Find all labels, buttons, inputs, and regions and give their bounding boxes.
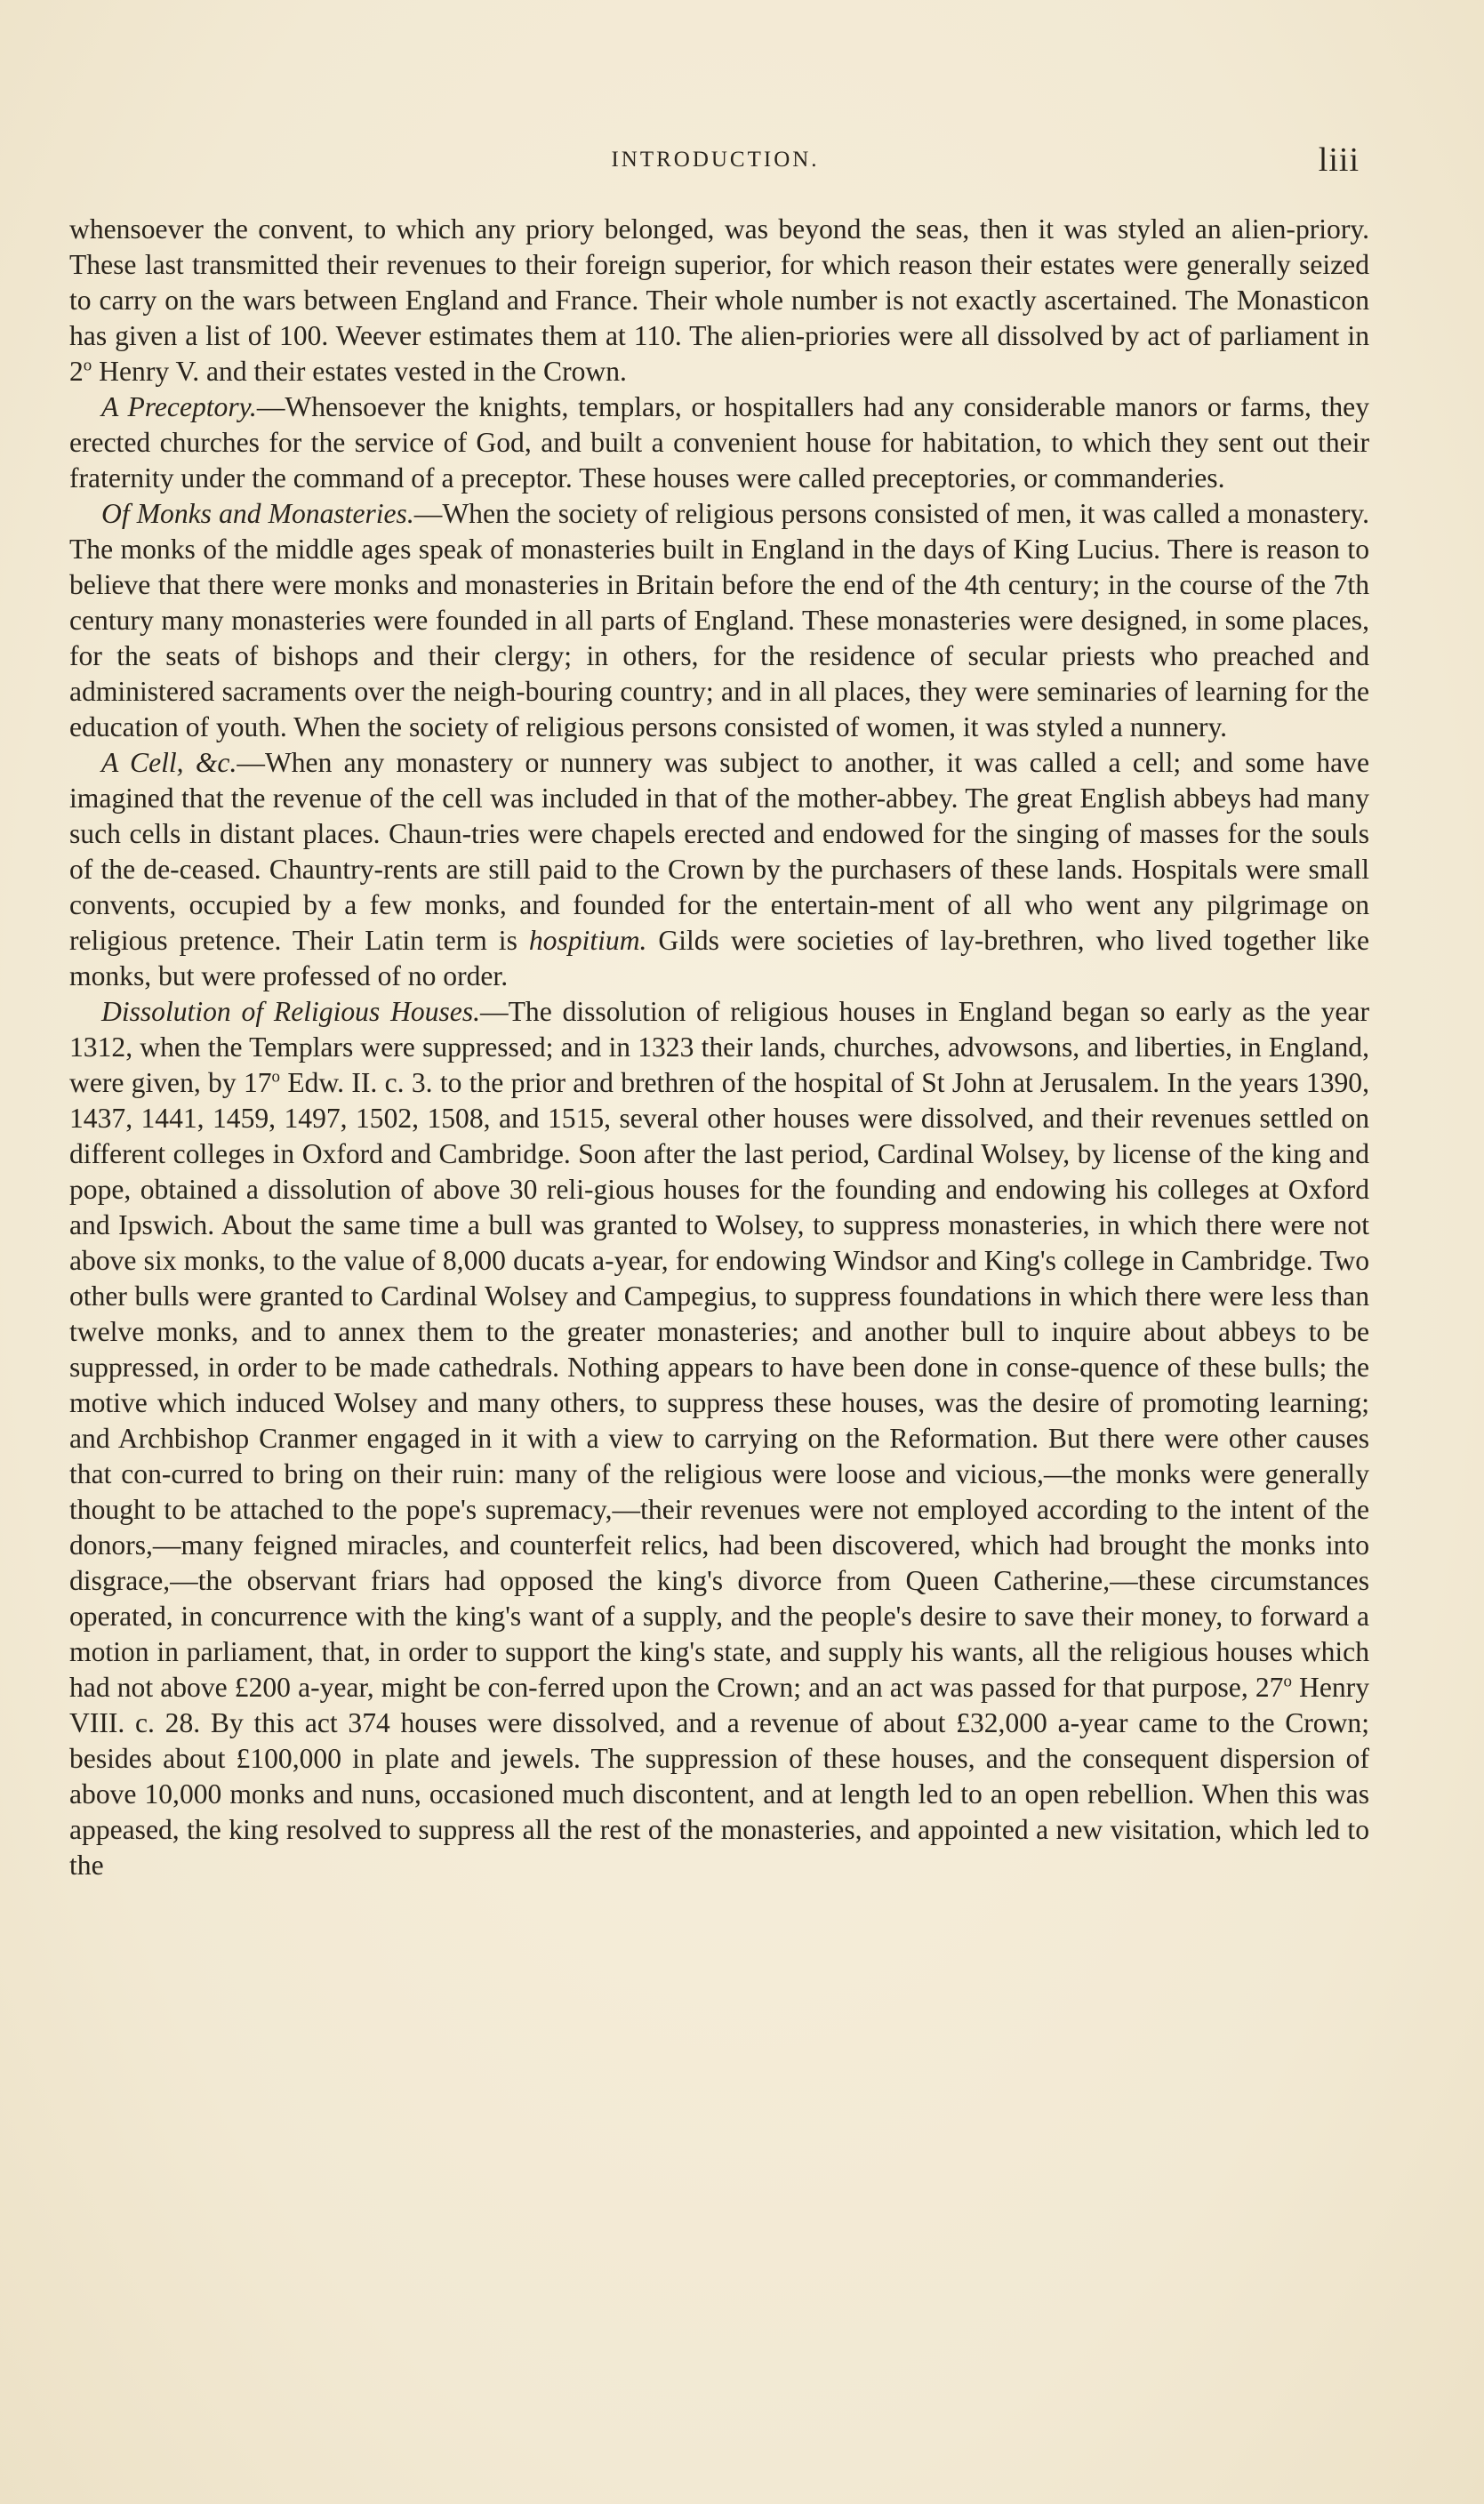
paragraph-text: whensoever the convent, to which any priory belonged, was beyond the seas, then it was styled an alien-priory. These last transmitted their revenues to their foreign superior, for which reason their estates were generally seized to carry on the wars between England and France. Their whole number is not exactly ascertained. The Monasticon has given a list of 100. Weever estimates them at 110. The alien-priories were all dissolved by act of parliament in 2 <box>69 213 1369 387</box>
paragraph-text: —When the society of religious persons consisted of men, it was called a monastery. The monks of the middle ages speak of monasteries built in England in the days of King Lucius. There is reason to believe that there were monks and monasteries in Britain before the end of the 4th century; in the course of the 7th century many monasteries were founded in all parts of England. These monasteries were designed, in some places, for the seats of bishops and their clergy; in others, for the residence of secular priests who preached and administered sacraments over the neigh-bouring country; and in all places, they were seminaries of learning for the education of youth. When the society of religious persons consisted of women, it was styled a nunnery. <box>69 498 1369 742</box>
paragraph-heading: A Cell, &c. <box>101 747 237 778</box>
running-title: INTRODUCTION. <box>611 148 820 172</box>
superscript: o <box>83 356 92 375</box>
body-text <box>69 212 1369 1883</box>
italic-term: hospitium. <box>528 925 647 956</box>
paragraph-text: Edw. II. c. 3. to the prior and brethren of the hospital of St John at Jerusalem. In the years 1390, 1437, 1441, 1459, 1497, 1502, 1508, and 1515, several other houses were dissolved, and their revenues settled on different colleges in Oxford and Cambridge. Soon after the last period, Cardinal Wolsey, by license of the king and pope, obtained a dissolution of above 30 reli-gious houses for the founding and endowing his colleges at Oxford and Ipswich. About the same time a bull was granted to Wolsey, to suppress monasteries, in which there were not above six monks, to the value of 8,000 ducats a-year, for endowing Windsor and King's college in Cambridge. Two other bulls were granted to Cardinal Wolsey and Campegius, to suppress foundations in which there were less than twelve monks, and to annex them to the greater monasteries; and another bull to inquire about abbeys to be suppressed, in order to be made cathedrals. Nothing appears to have been done in conse-quence of these bulls; the motive which induced Wolsey and many others, to suppress these houses, was the desire of promoting learning; and Archbishop Cranmer engaged in it with a view to carrying on the Reformation. But there were other causes that con-curred to bring on their ruin: many of the religious were loose and vicious,—the monks were generally thought to be attached to the pope's supremacy,—their revenues were not employed according to the intent of the donors,—many feigned miracles, and counterfeit relics, had been discovered, which had brought the monks into disgrace,—the observant friars had opposed the king's divorce from Queen Catherine,—these circumstances operated, in concurrence with the king's want of a supply, and the people's desire to save their money, to forward a motion in parliament, that, in order to support the king's state, and supply his wants, all the religious houses which had not above £200 a-year, might be con-ferred upon the Crown; and an act was passed for that purpose, 27 <box>69 1067 1369 1703</box>
paragraph <box>69 745 1369 994</box>
paragraph <box>69 496 1369 745</box>
running-head <box>71 140 1360 183</box>
paragraph-text: —When any monastery or nunnery was subject to another, it was called a cell; and some have imagined that the revenue of the cell was included in that of the mother-abbey. The great English abbeys had many such cells in distant places. Chaun-tries were chapels erected and endowed for the singing of masses for the souls of the de-ceased. Chauntry-rents are still paid to the Crown by the purchasers of these lands. Hospitals were small convents, occupied by a few monks, and founded for the entertain-ment of all who went any pilgrimage on religious pretence. Their Latin term is <box>69 747 1369 956</box>
superscript: o <box>271 1067 281 1087</box>
paragraph-text: —The dissolution of religious houses in England began so early as the year 1312, when the Templars were suppressed; and in 1323 their lands, churches, advowsons, and liberties, in England, were given, by 17 <box>69 996 1369 1098</box>
paragraph-text: —Whensoever the knights, templars, or hospitallers had any considerable manors or farms, they erected churches for the service of God, and built a convenient house for habitation, to which they sent out their fraternity under the command of a preceptor. These houses were called preceptories, or commanderies. <box>69 391 1369 494</box>
paragraph-heading: Dissolution of Religious Houses. <box>101 996 481 1027</box>
paragraph-text: Henry VIII. c. 28. By this act 374 houses were dissolved, and a revenue of about £32,000 a-year came to the Crown; besides about £100,000 in plate and jewels. The suppression of these houses, and the consequent dispersion of above 10,000 monks and nuns, occasioned much discontent, and at length led to an open rebellion. When this was appeased, the king resolved to suppress all the rest of the monasteries, and appointed a new visitation, which led to the <box>69 1672 1369 1881</box>
paragraph <box>69 994 1369 1883</box>
paragraph-heading: Of Monks and Monasteries. <box>101 498 414 529</box>
page-number: liii <box>1318 141 1360 179</box>
paragraph-heading: A Preceptory. <box>101 391 257 422</box>
superscript: o <box>1283 1672 1292 1691</box>
paragraph-text: Gilds were societies of lay-brethren, who lived together like monks, but were professed of no order. <box>69 925 1370 991</box>
paragraph-text: Henry V. and their estates vested in the Crown. <box>92 356 627 387</box>
paragraph <box>69 389 1369 496</box>
paragraph <box>69 212 1369 389</box>
